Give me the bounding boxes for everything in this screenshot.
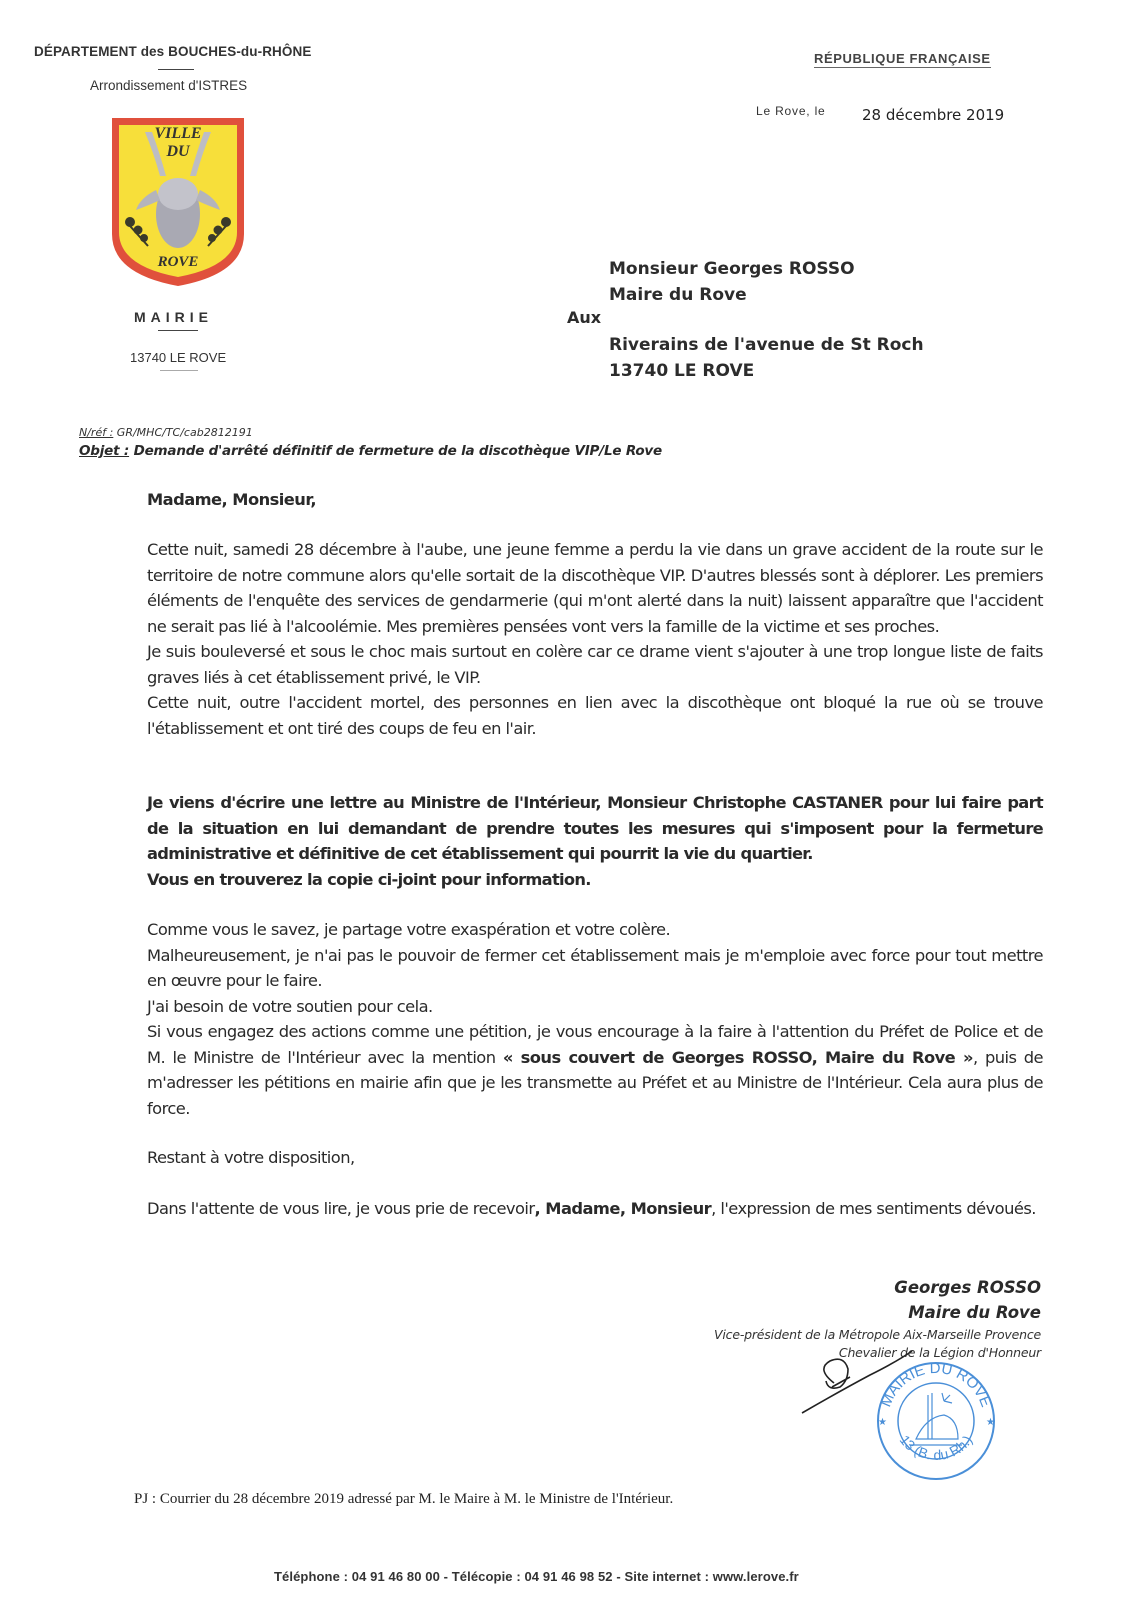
paragraph: Comme vous le savez, je partage votre exaspération et votre colère. [147,920,671,939]
paragraph [147,1196,1043,1222]
paragraph: Cette nuit, outre l'accident mortel, des personnes en lien avec la discothèque ont bloqué la rue où se trouve l'établissement et ont tiré des coups de feu en l'air. [147,693,1043,738]
sender-title: Maire du Rove [609,284,747,305]
subject [79,443,662,459]
text-bold: , Madame, Monsieur [534,1199,712,1218]
paragraph: Je suis bouleversé et sous le choc mais surtout en colère car ce drame vient s'ajouter à une trop longue liste de faits graves liés à cet établissement privé, le VIP. [147,642,1043,687]
paragraph: Cette nuit, samedi 28 décembre à l'aube, une jeune femme a perdu la vie dans un grave accident de la route sur le territoire de notre commune alors qu'elle sortait de la discothèque VIP. D'autres blessés sont à déplorer. Les premiers éléments de l'enquête des services de gendarmerie (qui m'ont alerté dans la nuit) laissent apparaître que l'accident ne serait pas lié à l'alcoolémie. Mes premières pensées vont vers la famille de la victime et ses proches. [147,540,1043,636]
reference-label: N/réf : [79,426,114,439]
svg-text:ROVE: ROVE [157,254,199,270]
closing-formula [147,1196,1043,1222]
address-block [609,257,924,384]
date-value: 28 décembre 2019 [862,106,1005,124]
text: , puis de m'adresser les pétitions en mairie afin que je les transmette au Préfet et au Ministre de l'Intérieur. Cela aura plus de force. [147,1047,1043,1118]
arrondissement-label: Arrondissement d'ISTRES [90,78,248,93]
paragraph [147,1019,1043,1121]
handwritten-signature-icon [800,1347,920,1417]
divider [158,330,198,331]
svg-text:DU: DU [166,143,190,160]
contact-footer: Téléphone : 04 91 46 80 00 - Télécopie : 04 91 46 98 52 - Site internet : www.lerove.fr [274,1569,799,1584]
divider [158,69,194,70]
paragraph-bold: Je viens d'écrire une lettre au Ministre de l'Intérieur, Monsieur Christophe CASTANER pour lui faire part de la situation en lui demandant de prendre toutes les mesures qui s'imposent pour la fermeture administrative et définitive de cet établissement qui pourrit la vie du quartier. [147,793,1043,863]
department-heading: DÉPARTEMENT des BOUCHES-du-RHÔNE [34,44,312,59]
mairie-label: MAIRIE [134,309,213,325]
paragraph: J'ai besoin de votre soutien pour cela. [147,996,433,1016]
svg-text:MAIRIE DU ROVE: MAIRIE DU ROVE [877,1359,995,1410]
signatory-role-2: Chevalier de la Légion d'Honneur [838,1345,1041,1360]
letter-body-section-2 [147,790,1043,892]
paragraph: Malheureusement, je n'ai pas le pouvoir de fermer cet établissement mais je m'emploie avec force pour tout mettre en œuvre pour le faire. [147,945,1043,990]
reference [79,426,253,439]
svg-text:VILLE: VILLE [154,125,202,142]
svg-text:★: ★ [986,1417,995,1428]
svg-text:13 (B. du Rh.): 13 (B. du Rh.) [896,1431,976,1463]
signatory-role-1: Vice-président de la Métropole Aix-Marseille Provence [714,1327,1041,1342]
signature-block [894,1275,1041,1325]
svg-text:★: ★ [878,1417,887,1428]
paragraph-bold: Vous en trouverez la copie ci-joint pour information. [147,869,591,889]
closing-line: Restant à votre disposition, [147,1148,355,1167]
recipient-name: Riverains de l'avenue de St Roch [609,335,924,355]
aux-label: Aux [567,308,602,327]
salutation: Madame, Monsieur, [147,490,317,509]
subject-label: Objet : [79,443,130,459]
letter-body-section-3 [147,917,1043,1121]
date-label: Le Rove, le [756,104,826,118]
recipient-city: 13740 LE ROVE [609,360,755,381]
text: Si vous engagez des actions comme une pétition, je vous encourage à la faire à l'attention du Préfet de Police et de M. le Ministre de l'Intérieur avec la mention [147,1022,1043,1067]
postal-address: 13740 LE ROVE [130,350,227,365]
letter-body-section-1 [147,537,1043,741]
attachment-note: PJ : Courrier du 28 décembre 2019 adressé par M. le Maire à M. le Ministre de l'Intérieur. [134,1491,674,1507]
text: Dans l'attente de vous lire, je vous prie de recevoir [147,1199,535,1218]
text: , l'expression de mes sentiments dévoués. [711,1199,1036,1218]
city-crest-icon [108,114,248,294]
republic-heading: RÉPUBLIQUE FRANÇAISE [814,51,991,66]
signatory-title: Maire du Rove [908,1303,1041,1322]
reference-value: GR/MHC/TC/cab2812191 [113,426,253,439]
text-bold: « sous couvert de Georges ROSSO, Maire du Rove » [502,1047,973,1067]
signatory-name: Georges ROSSO [894,1278,1041,1297]
divider [160,370,198,371]
subject-value: Demande d'arrêté définitif de fermeture de la discothèque VIP/Le Rove [129,443,662,459]
sender-name: Monsieur Georges ROSSO [609,259,855,279]
